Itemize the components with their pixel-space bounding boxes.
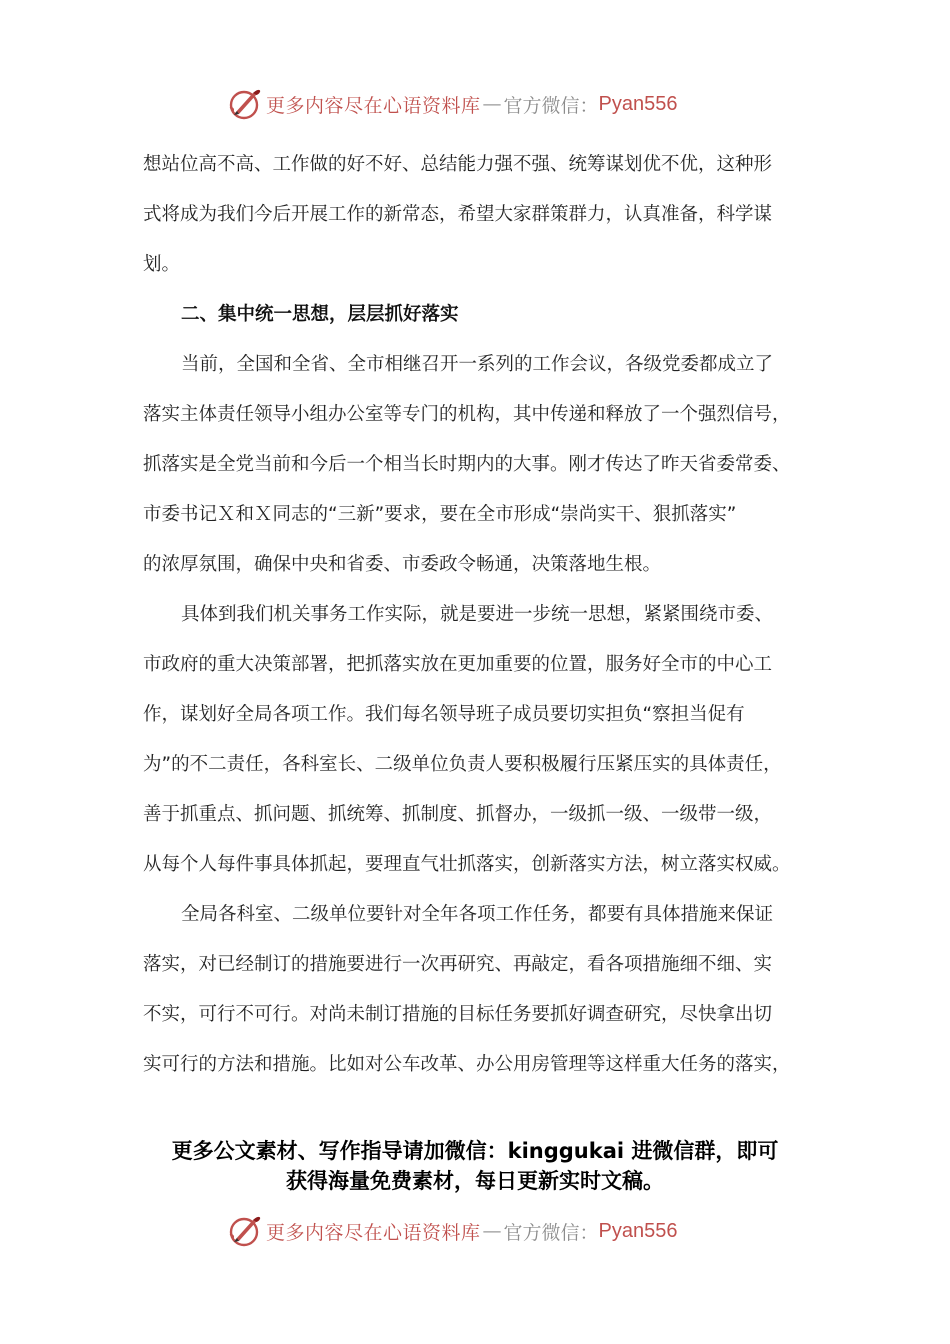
text-line: 落实，对已经制订的措施要进行一次再研究、再敲定，看各项措施细不细、实 bbox=[143, 954, 773, 975]
footer-watermark bbox=[226, 1211, 678, 1251]
watermark-wechat-id: Pyan556 bbox=[598, 1219, 678, 1242]
text-line: 抓落实是全党当前和今后一个相当长时期内的大事。刚才传达了昨天省委常委、 bbox=[143, 454, 791, 475]
watermark-wechat-id: Pyan556 bbox=[598, 92, 678, 115]
watermark-wechat-label: 官方微信： bbox=[503, 94, 599, 117]
text-line: 不实，可行不可行。对尚未制订措施的目标任务要抓好调查研究，尽快拿出切 bbox=[143, 1004, 773, 1025]
text-line: 划。 bbox=[143, 254, 181, 275]
watermark-text: 更多内容尽在心语资料库 bbox=[266, 94, 481, 117]
paragraph-first-line: 当前，全国和全省、全市相继召开一系列的工作会议，各级党委都成立了 bbox=[181, 354, 774, 375]
text-line: 市政府的重大决策部署，把抓落实放在更加重要的位置，服务好全市的中心工 bbox=[143, 654, 773, 675]
promo-line-1: 更多公文素材、写作指导请加微信：kinggukai 进微信群，即可 bbox=[171, 1139, 779, 1163]
promo-notice bbox=[0, 1136, 950, 1196]
text-line: 落实主体责任领导小组办公室等专门的机构，其中传递和释放了一个强烈信号， bbox=[143, 404, 791, 425]
promo-line-2: 获得海量免费素材，每日更新实时文稿。 bbox=[286, 1169, 664, 1193]
text-line: 善于抓重点、抓问题、抓统筹、抓制度、抓督办，一级抓一级、一级带一级， bbox=[143, 804, 773, 825]
text-line: 作，谋划好全局各项工作。我们每名领导班子成员要切实担负“察担当促有 bbox=[143, 704, 745, 725]
document-body bbox=[143, 140, 813, 1090]
paragraph-first-line: 具体到我们机关事务工作实际，就是要进一步统一思想，紧紧围绕市委、 bbox=[181, 604, 774, 625]
watermark-separator: — bbox=[482, 93, 502, 115]
text-line: 想站位高不高、工作做的好不好、总结能力强不强、统筹谋划优不优，这种形 bbox=[143, 154, 773, 175]
watermark-wechat-label: 官方微信： bbox=[503, 1221, 599, 1244]
quill-pen-logo-icon bbox=[226, 86, 262, 122]
text-line: 实可行的方法和措施。比如对公车改革、办公用房管理等这样重大任务的落实， bbox=[143, 1054, 791, 1075]
text-line: 为”的不二责任，各科室长、二级单位负责人要积极履行压紧压实的具体责任， bbox=[143, 754, 782, 775]
watermark-text: 更多内容尽在心语资料库 bbox=[266, 1221, 481, 1244]
quill-pen-logo-icon bbox=[226, 1213, 262, 1249]
text-line: 市委书记Ｘ和Ｘ同志的“三新”要求，要在全市形成“崇尚实干、狠抓落实” bbox=[143, 504, 737, 525]
watermark-separator: — bbox=[482, 1220, 502, 1242]
header-watermark bbox=[226, 84, 678, 124]
text-line: 的浓厚氛围，确保中央和省委、市委政令畅通，决策落地生根。 bbox=[143, 554, 662, 575]
text-line: 从每个人每件事具体抓起，要理直气壮抓落实，创新落实方法，树立落实权威。 bbox=[143, 854, 791, 875]
section-heading: 二、集中统一思想，层层抓好落实 bbox=[181, 304, 459, 325]
text-line: 式将成为我们今后开展工作的新常态，希望大家群策群力，认真准备，科学谋 bbox=[143, 204, 773, 225]
paragraph-first-line: 全局各科室、二级单位要针对全年各项工作任务，都要有具体措施来保证 bbox=[181, 904, 774, 925]
